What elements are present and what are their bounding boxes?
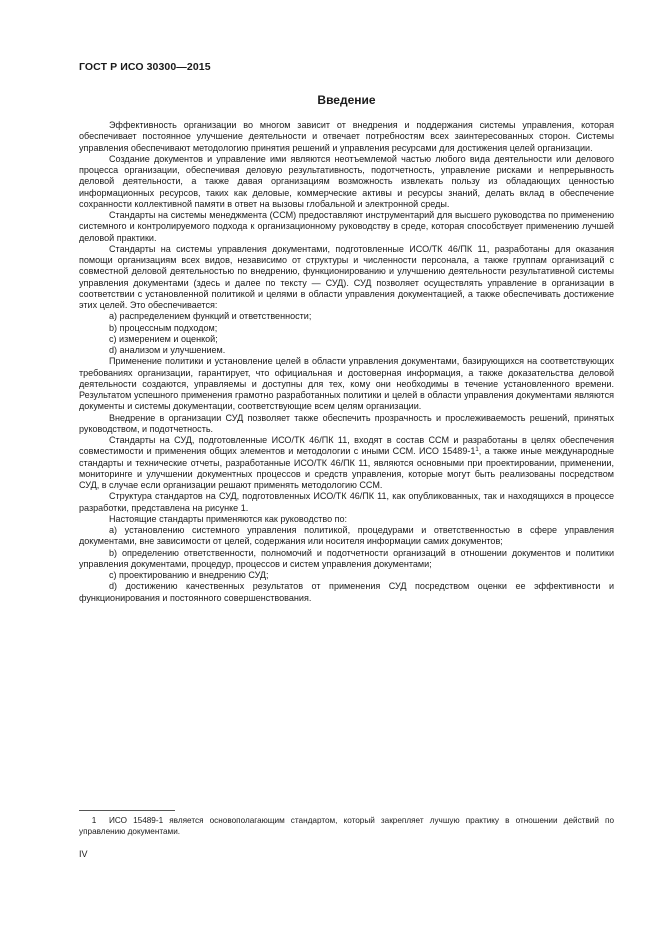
paragraph: Стандарты на системы менеджмента (ССМ) предоставляют инструментарий для высшего руководства по применению системного и контролируемого подхода к организационному руководству в среде, которая способствует применению лучшей деловой практики. [79,210,614,243]
standard-header: ГОСТ Р ИСО 30300—2015 [79,61,211,73]
paragraph: Структура стандартов на СУД, подготовленных ИСО/ТК 46/ПК 11, как опубликованных, так и находящихся в процессе разработки, представлена на рисунке 1. [79,491,614,513]
list-item: a) распределением функций и ответственности; [109,311,312,322]
list-item: d) достижению качественных результатов от применения СУД посредством оценки ее эффективности и функционирования и постоянного совершенствования. [79,581,614,603]
footnote-number: 1 [91,816,97,825]
list-item: b) процессным подходом; [109,322,218,333]
paragraph: Настоящие стандарты применяются как руководство по: [109,513,348,524]
footnote [79,815,614,837]
paragraph-ccm [79,435,614,491]
footnote-divider [79,810,175,811]
paragraph: Эффективность организации во многом зависит от внедрения и поддержания системы управления, которая обеспечивает постоянное улучшение деятельности и отвечает потребностям всех заинтересованных сторон. Системы управления обеспечивают методологию принятия решений и управления ресурсами для достижения целей организации. [79,120,614,153]
list-item: b) определению ответственности, полномочий и подотчетности организаций в отношении документов и политики управления документами, процедур, процессов и систем управления документами; [79,547,614,569]
list-item: а) установлению системного управления политикой, процедурами и ответственностью в сфере управления документами, вне зависимости от целей, содержания или носителя информации самих документов; [79,525,614,547]
list-item: d) анализом и улучшением. [109,345,226,355]
section-body [79,120,614,604]
paragraph: Применение политики и установление целей в области управления документами, базирующихся на соответствующих требованиях организации, гарантирует, что официальная и достоверная информация, а также доказательства деловой деятельности создаются, управляемы и доступны для тех, кому они необходимы в течение установленного времени. Результатом успешного применения грамотно разработанных политики и целей в области управления документами являются документы и системы документации, соответствующие всем целям организации. [79,356,614,412]
paragraph-ccm-part2: , а также иные международные стандарты и технические отчеты, разработанные ИСО/ТК 46/ПК 11, являются основными при проектировании, применении, мониторинге и улучшении документных процессов и средств управления, которые могут быть реализованы посредством СУД, в случае если организации решают применять методологию ССМ. [79,446,614,490]
footnote-ref[interactable]: 1 [475,447,479,454]
paragraph: Внедрение в организации СУД позволяет также обеспечить прозрачность и прослеживаемость решений, принятых руководством, и подотчетность. [79,412,614,434]
page-number: IV [79,849,88,859]
paragraph: Создание документов и управление ими являются неотъемлемой частью любого вида деятельности или делового процесса организации, обеспечивая деловую результативность, подотчетность, управление рисками и непрерывность деловой деятельности, а также давая организациям возможность извлекать пользу из обладающих ценностью информационных ресурсов, таких как деловые, коммерческие активы и ресурсы знаний, делать вклад в обеспечение сохранности коллективной памяти в ответ на вызовы глобальной и электронной среды. [79,153,614,209]
paragraph: Стандарты на системы управления документами, подготовленные ИСО/ТК 46/ПК 11, разработаны для оказания помощи организациям всех видов, независимо от структуры и численности персонала, а также группам организаций с совместной деловой деятельностью по внедрению, функционированию и улучшению деятельности результативной системы управления документами (здесь и далее по тексту — СУД). СУД позволяет осуществлять управление в организации в соответствии с установленной политикой и целями в области управления документацией, а также обеспечивать достижение этих целей. Это обеспечивается: [79,243,614,310]
list-item: c) проектированию и внедрению СУД; [109,570,269,580]
section-title: Введение [317,93,376,107]
footnote-text: ИСО 15489-1 является основополагающим стандартом, который закрепляет лучшую практику в отношении действий по управлению документами. [79,816,614,836]
paragraph-ccm-part1: Стандарты на СУД, подготовленные ИСО/ТК 46/ПК 11, входят в состав ССМ и разработаны в целях обеспечения совместимости и применения общих элементов и методологии с иными ССМ. ИСО 15489-1 [79,435,614,457]
list-item: c) измерением и оценкой; [109,333,218,344]
